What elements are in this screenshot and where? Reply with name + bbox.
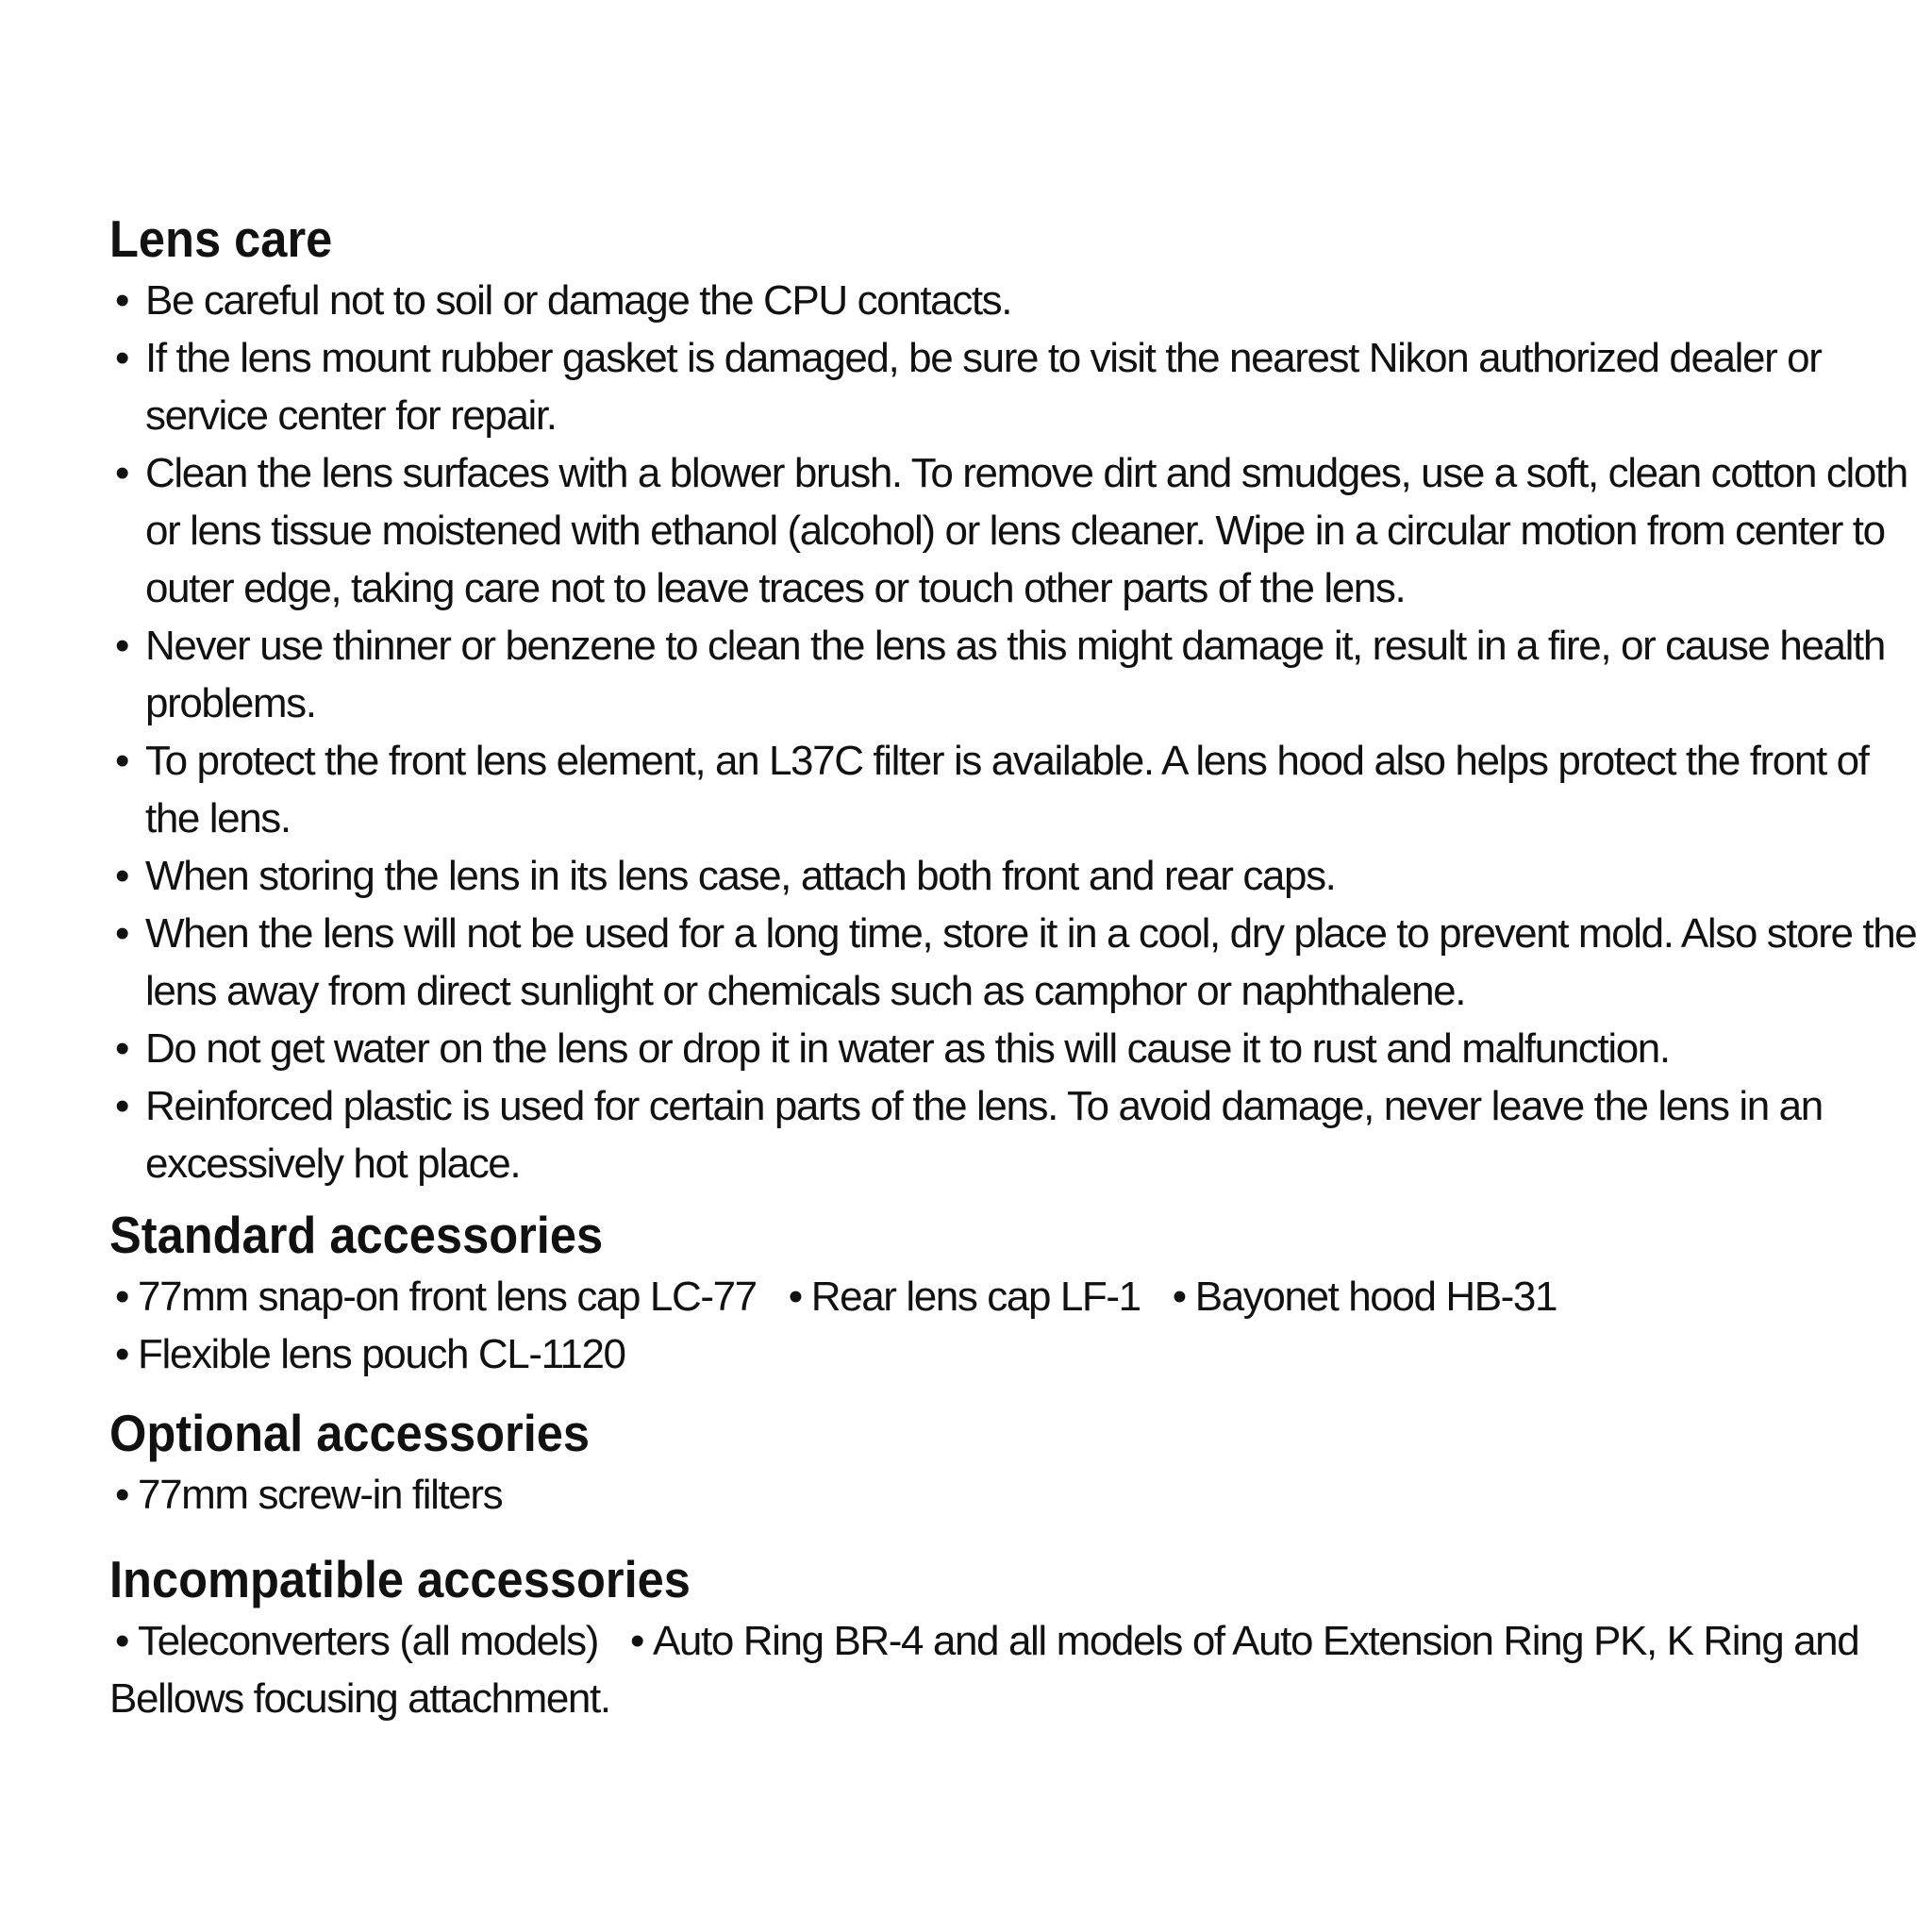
document-page <box>109 209 1921 1727</box>
list-item-text: Never use thinner or benzene to clean the lens as this might damage it, result in a fire, or cause health problems. <box>145 623 1885 726</box>
list-item-text: Reinforced plastic is used for certain parts of the lens. To avoid damage, never leave the lens in an excessively hot place. <box>145 1083 1823 1187</box>
bullet-icon: • <box>115 738 129 784</box>
bullet-icon: • <box>788 1274 802 1320</box>
list-item <box>109 1077 1921 1192</box>
bullet-icon: • <box>115 277 129 324</box>
list-item-text: Clean the lens surfaces with a blower brush. To remove dirt and smudges, use a soft, clean cotton cloth or lens tissue moistened with ethanol (alcohol) or lens cleaner. Wipe in a circular motion from center to outer edge, taking care not to leave traces or touch other parts of the lens. <box>145 450 1907 611</box>
accessory-item <box>109 1268 757 1325</box>
accessory-text: 77mm snap-on front lens cap LC-77 <box>138 1274 757 1320</box>
list-item <box>109 329 1921 444</box>
accessory-text: 77mm screw-in filters <box>138 1472 503 1518</box>
list-item <box>109 617 1921 732</box>
bullet-icon: • <box>115 910 129 957</box>
bullet-icon: • <box>115 853 129 899</box>
bullet-icon: • <box>115 1472 129 1518</box>
list-item <box>109 272 1921 329</box>
bullet-icon: • <box>115 335 129 381</box>
lens-care-list <box>109 272 1921 1192</box>
standard-accessories-row-1 <box>109 1268 1921 1325</box>
bullet-icon: • <box>1172 1274 1186 1320</box>
bullet-icon: • <box>115 1331 129 1377</box>
accessory-item <box>109 1325 625 1383</box>
standard-accessories-heading: Standard accessories <box>109 1206 604 1264</box>
bullet-icon: • <box>115 1083 129 1129</box>
accessory-text: Flexible lens pouch CL-1120 <box>138 1331 625 1377</box>
accessory-text: Teleconverters (all models) <box>138 1618 598 1664</box>
incompatible-accessories-text <box>109 1612 1883 1727</box>
list-item-text: Be careful not to soil or damage the CPU contacts. <box>145 277 1012 324</box>
accessory-item <box>109 1466 502 1524</box>
list-item <box>109 444 1921 617</box>
list-item-text: If the lens mount rubber gasket is damaged, be sure to visit the nearest Nikon authorized dealer or service center for repair. <box>145 335 1822 439</box>
list-item-text: Do not get water on the lens or drop it in water as this will cause it to rust and malfunction. <box>145 1025 1670 1072</box>
bullet-icon: • <box>115 1274 129 1320</box>
bullet-icon: • <box>115 1618 129 1664</box>
accessory-item <box>1167 1268 1557 1325</box>
list-item-text: When storing the lens in its lens case, attach both front and rear caps. <box>145 853 1336 899</box>
accessory-text: Auto Ring BR-4 and all models of Auto Extension Ring PK, K Ring and Bellows focusing attachment. <box>109 1618 1859 1722</box>
optional-accessories-row <box>109 1466 1921 1524</box>
standard-accessories-row-2 <box>109 1325 1921 1383</box>
optional-accessories-heading: Optional accessories <box>109 1404 591 1462</box>
bullet-icon: • <box>629 1618 643 1664</box>
list-item <box>109 1020 1921 1077</box>
list-item <box>109 905 1921 1020</box>
list-item-text: To protect the front lens element, an L37C filter is available. A lens hood also helps protect the front of the lens. <box>145 738 1869 841</box>
accessory-text: Bayonet hood HB-31 <box>1194 1274 1557 1320</box>
lens-care-heading: Lens care <box>109 209 333 268</box>
accessory-item <box>783 1268 1141 1325</box>
bullet-icon: • <box>115 623 129 669</box>
list-item <box>109 732 1921 847</box>
list-item <box>109 847 1921 905</box>
list-item-text: When the lens will not be used for a long time, store it in a cool, dry place to prevent mold. Also store the lens away from direct sunlight or chemicals such as camphor or naphthalene. <box>145 910 1917 1014</box>
incompatible-accessories-heading: Incompatible accessories <box>109 1550 691 1608</box>
bullet-icon: • <box>115 1025 129 1072</box>
bullet-icon: • <box>115 450 129 496</box>
accessory-text: Rear lens cap LF-1 <box>810 1274 1141 1320</box>
